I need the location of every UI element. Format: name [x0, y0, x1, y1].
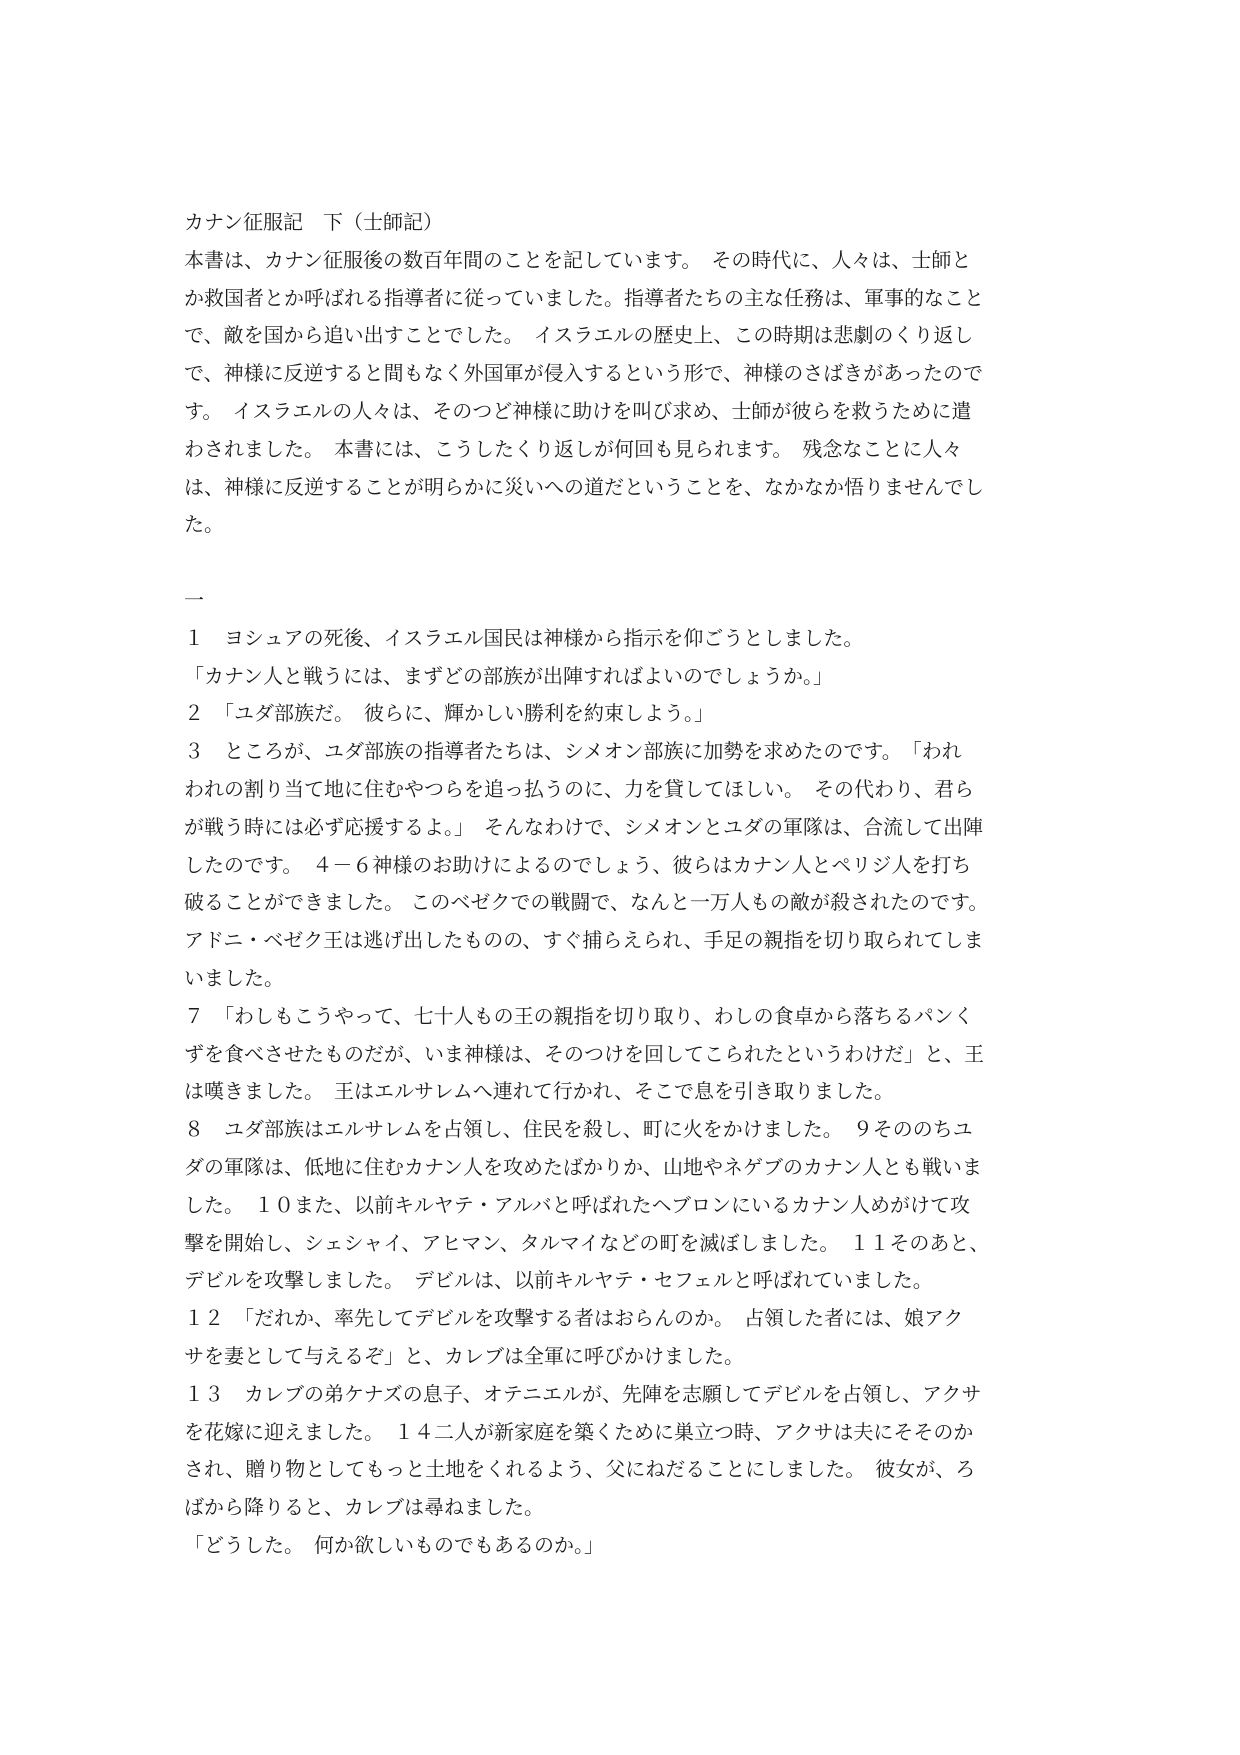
- verse-line: は嘆きました。 王はエルサレムへ連れて行かれ、そこで息を引き取りました。: [184, 1079, 894, 1104]
- verse-line: われの割り当て地に住むやつらを追っ払うのに、力を貸してほしい。 その代わり、君ら: [184, 776, 974, 801]
- intro-line: わされました。 本書には、こうしたくり返しが何回も見られます。 残念なことに人々: [184, 436, 963, 461]
- verse-line: ３ ところが、ユダ部族の指導者たちは、シメオン部族に加勢を求めたのです。 「われ: [184, 739, 962, 764]
- verse-line: 撃を開始し、シェシャイ、アヒマン、タルマイなどの町を滅ぼしました。 １１そのあと、: [184, 1230, 990, 1255]
- verse-line: ２ 「ユダ部族だ。 彼らに、輝かしい勝利を約束しよう。」: [184, 701, 714, 726]
- intro-line: か救国者とか呼ばれる指導者に従っていました。指導者たちの主な任務は、軍事的なこと: [184, 285, 984, 310]
- verse-line: ばから降りると、カレブは尋ねました。: [184, 1495, 544, 1520]
- chapter-text: [184, 620, 1064, 1565]
- intro-line: す。 イスラエルの人々は、そのつど神様に助けを叫び求め、士師が彼らを救うために遣: [184, 398, 972, 423]
- chapter-number: 一: [184, 587, 204, 612]
- verse-line: 「カナン人と戦うには、まずどの部族が出陣すればよいのでしょうか。」: [184, 663, 833, 688]
- intro-line: 本書は、カナン征服後の数百年間のことを記しています。 その時代に、人々は、士師と: [184, 247, 972, 272]
- document-title: カナン征服記 下（士師記）: [184, 210, 443, 234]
- verse-line: １２ 「だれか、率先してデビルを攻撃する者はおらんのか。 占領した者には、娘アク: [184, 1306, 964, 1331]
- verse-line: １ ヨシュアの死後、イスラエル国民は神様から指示を仰ごうとしました。: [184, 625, 864, 650]
- verse-line: したのです。 ４－６神様のお助けによるのでしょう、彼らはカナン人とペリジ人を打ち: [184, 852, 972, 877]
- verse-line: ７ 「わしもこうやって、七十人もの王の親指を切り取り、わしの食卓から落ちるパンく: [184, 1003, 974, 1028]
- verse-line: １３ カレブの弟ケナズの息子、オテニエルが、先陣を志願してデビルを占領し、アクサ: [184, 1381, 982, 1406]
- intro-paragraph: [184, 242, 1064, 544]
- verse-line: が戦う時には必ず応援するよ。」 そんなわけで、シメオンとユダの軍隊は、合流して出陣: [184, 814, 983, 839]
- verse-line: アドニ・ベゼク王は逃げ出したものの、すぐ捕らえられ、手足の親指を切り取られてしま: [184, 928, 984, 953]
- verse-line: を花嫁に迎えました。 １４二人が新家庭を築くために巣立つ時、アクサは夫にそそのか: [184, 1419, 974, 1444]
- intro-line: は、神様に反逆することが明らかに災いへの道だということを、なかなか悟りませんでし: [184, 474, 984, 499]
- blank-line: [184, 544, 1064, 582]
- verse-line: ダの軍隊は、低地に住むカナン人を攻めたばかりか、山地やネゲブのカナン人とも戦いま: [184, 1154, 982, 1179]
- intro-line: で、神様に反逆すると間もなく外国軍が侵入するという形で、神様のさばきがあったので: [184, 361, 983, 386]
- intro-line: で、敵を国から追い出すことでした。 イスラエルの歴史上、この時期は悲劇のくり返し: [184, 323, 974, 348]
- verse-line: され、贈り物としてもっと土地をくれるよう、父にねだることにしました。 彼女が、ろ: [184, 1457, 976, 1482]
- verse-line: デビルを攻撃しました。 デビルは、以前キルヤテ・セフェルと呼ばれていました。: [184, 1268, 933, 1293]
- verse-line: 「どうした。 何か欲しいものでもあるのか。」: [184, 1532, 604, 1557]
- verse-line: ずを食べさせたものだが、いま神様は、そのつけを回してこられたというわけだ」と、王: [184, 1041, 984, 1066]
- verse-line: した。 １０また、以前キルヤテ・アルバと呼ばれたヘブロンにいるカナン人めがけて攻: [184, 1192, 970, 1217]
- verse-line: サを妻として与えるぞ」と、カレブは全軍に呼びかけました。: [184, 1343, 744, 1368]
- verse-line: ８ ユダ部族はエルサレムを占領し、住民を殺し、町に火をかけました。 ９そののちユ: [184, 1117, 973, 1142]
- document-body: [184, 204, 1064, 1565]
- intro-line: た。: [184, 512, 224, 537]
- verse-line: 破ることができました。 このベゼクでの戦闘で、なんと一万人もの敵が殺されたのです。: [184, 890, 989, 915]
- verse-line: いました。: [184, 965, 284, 990]
